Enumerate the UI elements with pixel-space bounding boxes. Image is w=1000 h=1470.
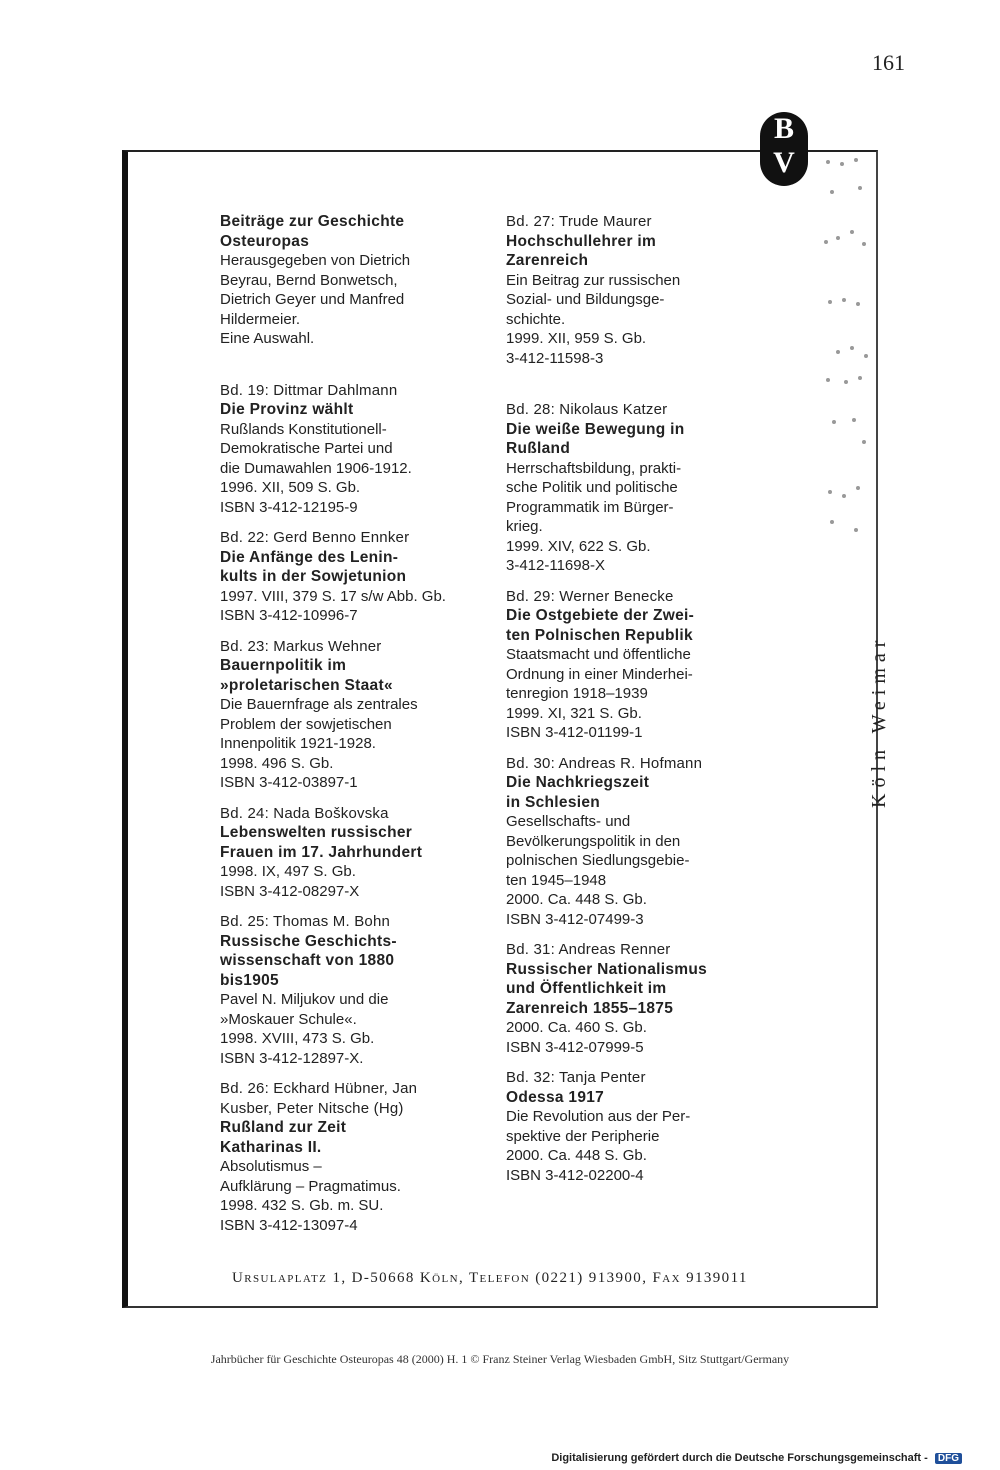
dfg-badge: DFG [935,1453,962,1464]
book-entry-25 [220,912,492,1068]
intro-line: Beyrau, Bernd Bonwetsch, [220,271,398,289]
book-title: kults in der Sowjetunion [220,568,407,585]
book-detail: Herrschaftsbildung, prakti- [506,459,682,477]
book-isbn: ISBN 3-412-13097-4 [220,1216,358,1234]
book-title: Hochschullehrer im [506,232,657,250]
intro-line: Hildermeier. [220,310,301,328]
volume-author: Bd. 32: Tanja Penter [506,1069,646,1086]
book-detail: 1999. XI, 321 S. Gb. [506,704,642,722]
intro-line: Eine Auswahl. [220,330,315,347]
book-entry-19 [220,381,492,518]
book-detail: Pavel N. Miljukov und die [220,991,389,1008]
book-detail: Problem der sowjetischen [220,715,392,733]
book-entry-27 [506,212,774,368]
volume-author: Bd. 29: Werner Benecke [506,587,674,605]
book-isbn: ISBN 3-412-08297-X [220,882,360,900]
side-city-first: Köln [868,744,890,808]
book-isbn: 3-412-11698-X [506,557,605,574]
volume-author: Bd. 22: Gerd Benno Ennker [220,529,410,546]
volume-author: Bd. 31: Andreas Renner [506,941,671,958]
book-title: Russische Geschichts- [220,932,397,950]
book-detail: Sozial- und Bildungsge- [506,291,665,308]
book-title: Frauen im 17. Jahrhundert [220,843,423,861]
book-detail: polnischen Siedlungsgebie- [506,852,690,869]
book-entry-29 [506,587,774,743]
book-detail: Ein Beitrag zur russischen [506,271,681,289]
book-detail: 1998. XVIII, 473 S. Gb. [220,1030,375,1047]
book-detail: Staatsmacht und öffentliche [506,646,691,663]
book-entry-26 [220,1079,492,1235]
volume-author: Bd. 25: Thomas M. Bohn [220,913,391,930]
book-title: »proletarischen Staat« [220,676,393,694]
book-detail: die Dumawahlen 1906-1912. [220,459,412,477]
book-detail: schichte. [506,310,566,328]
book-title: Die Ostgebiete der Zwei- [506,607,695,624]
book-entry-30 [506,754,774,930]
book-title: Die weiße Bewegung in [506,420,685,438]
volume-author: Bd. 27: Trude Maurer [506,213,652,230]
decorative-pattern [808,152,878,552]
book-detail: 1998. IX, 497 S. Gb. [220,863,356,880]
book-detail: Ordnung in einer Minderhei- [506,665,693,683]
book-detail: 1999. XII, 959 S. Gb. [506,330,647,347]
book-detail: spektive der Peripherie [506,1127,660,1145]
book-isbn: ISBN 3-412-03897-1 [220,774,358,791]
footer-text: Digitalisierung gefördert durch die Deutsche Forschungsgemeinschaft - [551,1452,928,1464]
advertisement-box [122,150,878,1308]
book-isbn: ISBN 3-412-02200-4 [506,1166,644,1184]
book-detail: ten 1945–1948 [506,871,607,889]
right-column [506,212,774,1196]
page-number: 161 [872,50,905,75]
logo-letter-top: B [773,112,794,145]
book-detail: 1998. 496 S. Gb. [220,754,334,772]
book-detail: krieg. [506,518,543,535]
book-detail: Aufklärung – Pragmatimus. [220,1177,401,1195]
book-detail: Programmatik im Bürger- [506,498,674,516]
book-title: und Öffentlichkeit im [506,980,667,997]
series-intro [220,212,492,349]
book-isbn: ISBN 3-412-10996-7 [220,607,358,624]
book-detail: Absolutismus – [220,1158,322,1175]
book-title: Odessa 1917 [506,1088,605,1106]
book-isbn: 3-412-11598-3 [506,349,604,367]
book-title: ten Polnischen Republik [506,626,693,644]
book-title: Zarenreich [506,252,589,269]
logo-letter-bottom: V [773,146,795,179]
side-city-text [868,635,891,808]
book-detail: 2000. Ca. 448 S. Gb. [506,891,647,908]
book-entry-31 [506,940,774,1057]
book-detail: sche Politik und politische [506,479,678,496]
book-entry-24 [220,804,492,902]
book-detail: »Moskauer Schule«. [220,1010,357,1028]
book-isbn: ISBN 3-412-12195-9 [220,498,358,516]
volume-author: Bd. 24: Nada Boškovska [220,804,389,822]
book-title: Die Provinz wählt [220,401,354,418]
book-title: Katharinas II. [220,1138,322,1156]
book-detail: 1997. VIII, 379 S. 17 s/w Abb. Gb. [220,587,446,605]
volume-author: Bd. 19: Dittmar Dahlmann [220,381,398,399]
book-detail: 1998. 432 S. Gb. m. SU. [220,1197,384,1214]
journal-credit: Jahrbücher für Geschichte Osteuropas 48 (2000) H. 1 © Franz Steiner Verlag Wiesbaden GmbH, Sitz Stuttgart/Germany [210,1352,790,1366]
volume-author: Kusber, Peter Nitsche (Hg) [220,1099,404,1117]
book-title: wissenschaft von 1880 [220,952,395,969]
book-title: Russischer Nationalismus [506,960,708,978]
book-isbn: ISBN 3-412-07499-3 [506,910,644,928]
volume-author: Bd. 23: Markus Wehner [220,637,382,655]
digitization-footer [551,1452,962,1464]
book-detail: Bevölkerungspolitik in den [506,832,681,850]
book-detail: 2000. Ca. 460 S. Gb. [506,1019,647,1036]
volume-author: Bd. 28: Nikolaus Katzer [506,401,668,418]
book-detail: Die Revolution aus der Per- [506,1108,691,1125]
book-title: bis1905 [220,971,279,989]
publisher-address: Ursulaplatz 1, D-50668 Köln, Telefon (0221) 913900, Fax 9139011 [232,1270,748,1286]
left-column [220,212,492,1246]
book-detail: Demokratische Partei und [220,440,393,457]
book-detail: Die Bauernfrage als zentrales [220,696,418,713]
book-detail: tenregion 1918–1939 [506,685,648,702]
book-isbn: ISBN 3-412-12897-X. [220,1049,364,1067]
book-detail: 2000. Ca. 448 S. Gb. [506,1147,647,1164]
book-detail: Gesellschafts- und [506,813,631,830]
book-isbn: ISBN 3-412-01199-1 [506,724,643,741]
book-isbn: ISBN 3-412-07999-5 [506,1038,644,1056]
volume-author: Bd. 30: Andreas R. Hofmann [506,754,703,772]
book-title: Die Nachkriegszeit [506,774,650,791]
book-entry-22 [220,528,492,626]
book-entry-32 [506,1068,774,1185]
book-title: Lebenswelten russischer [220,824,413,841]
book-detail: 1996. XII, 509 S. Gb. [220,479,361,496]
intro-line: Dietrich Geyer und Manfred [220,291,405,308]
book-detail: Rußlands Konstitutionell- [220,420,387,438]
book-title: Zarenreich 1855–1875 [506,999,674,1017]
book-entry-28 [506,400,774,576]
intro-line: Herausgegeben von Dietrich [220,252,411,269]
book-title: Die Anfänge des Lenin- [220,548,399,566]
publisher-logo [760,112,808,186]
series-title: Beiträge zur Geschichte Osteuropas [220,213,405,250]
book-detail: Innenpolitik 1921-1928. [220,735,376,752]
book-title: Bauernpolitik im [220,657,347,674]
volume-author: Bd. 26: Eckhard Hübner, Jan [220,1080,418,1097]
book-entry-23 [220,637,492,793]
side-city-second: Weimar [868,634,890,734]
book-title: Rußland zur Zeit [220,1119,347,1136]
book-title: in Schlesien [506,793,601,811]
book-title: Rußland [506,440,571,457]
book-detail: 1999. XIV, 622 S. Gb. [506,537,651,555]
